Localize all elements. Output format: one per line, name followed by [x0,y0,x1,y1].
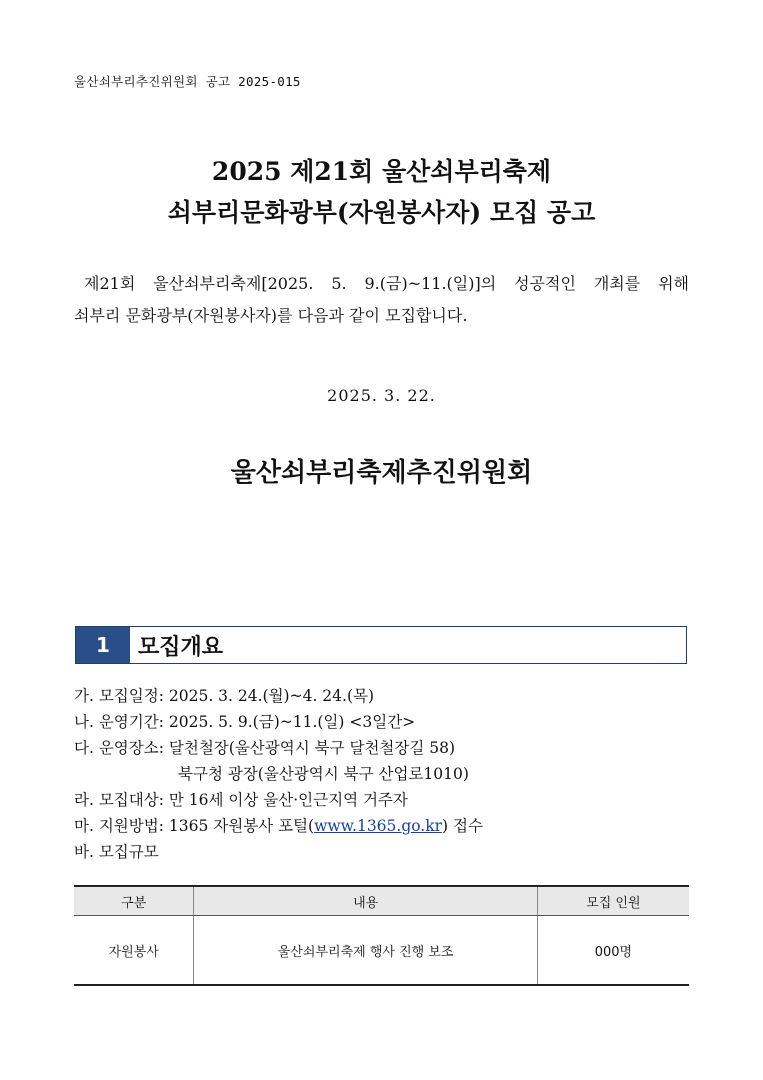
organization-name: 울산쇠부리축제추진위원회 [230,458,533,488]
list-item-location-2: 북구청 광장(울산광역시 북구 산업로1010) [178,765,469,783]
intro-paragraph [74,268,689,332]
list-item-period: 나. 운영기간: 2025. 5. 9.(금)~11.(일) <3일간> [74,713,416,731]
intro-line-2: 쇠부리 문화광부(자원봉사자)를 다음과 같이 모집합니다. [74,306,468,325]
announcement-date: 2025. 3. 22. [327,386,436,405]
list-item-scale: 바. 모집규모 [74,843,159,861]
portal-link[interactable]: www.1365.go.kr [314,817,443,835]
list-item-schedule: 가. 모집일정: 2025. 3. 24.(월)~4. 24.(목) [74,687,375,705]
table-cell-content: 울산쇠부리축제 행사 진행 보조 [194,916,537,986]
section-title: 모집개요 [138,634,224,660]
table-cell-count: 000명 [537,916,689,986]
intro-line-1: 제21회 울산쇠부리축제[2025. 5. 9.(금)~11.(일)]의 성공적인 개최를 위해 [84,274,689,293]
title-line-2: 쇠부리문화광부(자원봉사자) 모집 공고 [167,198,596,227]
table-row [74,916,689,986]
table-header-content: 내용 [194,886,537,916]
notice-number: 울산쇠부리추진위원회 공고 2025-015 [74,74,301,89]
title-line-1: 2025 제21회 울산쇠부리축제 [211,157,552,186]
table-header-count: 모집 인원 [537,886,689,916]
overview-list [74,683,483,865]
table-cell-category: 자원봉사 [74,916,194,986]
section-number: 1 [76,627,130,663]
list-item-target: 라. 모집대상: 만 16세 이상 울산·인근지역 거주자 [74,791,408,809]
table-header-category: 구분 [74,886,194,916]
list-item-location: 다. 운영장소: 달천철장(울산광역시 북구 달천철장길 58) [74,739,456,757]
recruitment-table [74,885,689,986]
section-header [75,626,687,664]
list-item-apply: 마. 지원방법: 1365 자원봉사 포털(www.1365.go.kr) 접수 [74,817,483,835]
table-header-row [74,886,689,916]
